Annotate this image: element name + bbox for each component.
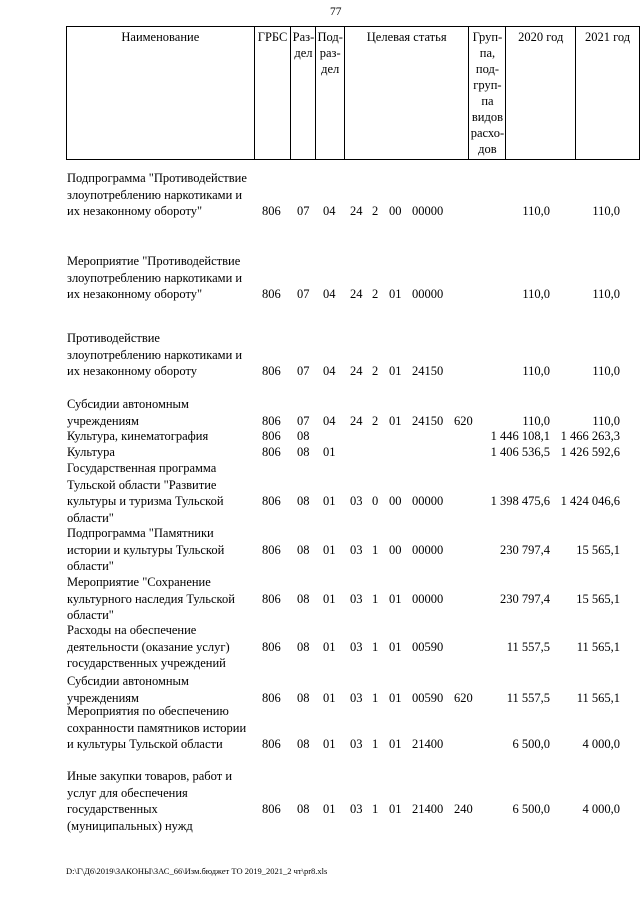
cell-y2020: 110,0 [522, 413, 550, 428]
cell-rz: 08 [297, 591, 310, 606]
cell-y2021: 110,0 [592, 287, 620, 301]
cell-t4: 00000 [412, 542, 444, 557]
cell-grbs: 806 [262, 204, 281, 218]
cell-t2: 1 [372, 690, 379, 705]
cell-rz: 08 [297, 445, 310, 459]
row-name: Подпрограмма "Памятники истории и культуры Тульской области" [67, 526, 225, 573]
cell-pr: 01 [323, 737, 336, 751]
cell-t1: 03 [350, 591, 363, 606]
cell-grbs: 806 [262, 494, 281, 508]
cell-grbs: 806 [262, 287, 281, 301]
cell-t2: 2 [372, 364, 379, 378]
cell-rz: 08 [297, 639, 310, 654]
cell-y2021: 1 426 592,6 [560, 445, 620, 459]
cell-t1: 24 [350, 204, 363, 218]
cell-rz: 08 [297, 542, 310, 557]
cell-rz: 07 [297, 364, 310, 378]
cell-y2021: 110,0 [592, 413, 620, 428]
cell-t4: 21400 [412, 737, 444, 751]
cell-y2020: 11 557,5 [506, 639, 550, 654]
cell-t2: 1 [372, 591, 379, 606]
table-header [66, 26, 640, 160]
header-target: Целевая статья [344, 27, 469, 160]
cell-grbs: 806 [262, 639, 281, 654]
cell-t1: 03 [350, 737, 363, 751]
cell-t4: 00000 [412, 287, 444, 301]
cell-t3: 00 [389, 204, 402, 218]
cell-pr: 01 [323, 542, 336, 557]
cell-rz: 08 [297, 494, 310, 508]
cell-y2021: 1 466 263,3 [560, 429, 620, 443]
cell-y2020: 230 797,4 [500, 542, 550, 557]
cell-pr: 01 [323, 445, 336, 459]
cell-t3: 01 [389, 802, 402, 816]
cell-grbs: 806 [262, 429, 281, 443]
cell-pr: 01 [323, 690, 336, 705]
cell-rz: 08 [297, 429, 310, 443]
cell-y2021: 15 565,1 [576, 542, 620, 557]
row-name: Культура, кинематография [67, 429, 209, 443]
cell-y2020: 110,0 [522, 364, 550, 378]
cell-y2020: 6 500,0 [512, 802, 550, 816]
cell-pr: 01 [323, 591, 336, 606]
cell-grbs: 806 [262, 413, 281, 428]
cell-t2: 2 [372, 413, 379, 428]
cell-grbs: 806 [262, 542, 281, 557]
cell-t4: 00000 [412, 591, 444, 606]
cell-t4: 00590 [412, 639, 444, 654]
cell-t4: 24150 [412, 364, 444, 378]
cell-y2020: 110,0 [522, 204, 550, 218]
cell-t2: 1 [372, 542, 379, 557]
cell-pr: 04 [323, 413, 336, 428]
cell-y2021: 110,0 [592, 364, 620, 378]
cell-y2020: 11 557,5 [506, 690, 550, 705]
cell-t3: 01 [389, 287, 402, 301]
page-number: 77 [330, 6, 342, 18]
cell-t2: 2 [372, 204, 379, 218]
cell-t1: 03 [350, 690, 363, 705]
cell-y2021: 11 565,1 [576, 639, 620, 654]
cell-y2021: 4 000,0 [582, 737, 620, 751]
cell-pr: 04 [323, 287, 336, 301]
cell-y2021: 15 565,1 [576, 591, 620, 606]
row-name: Мероприятия по обеспечению сохранности памятников истории и культуры Тульской области [67, 704, 247, 751]
cell-t4: 00000 [412, 204, 444, 218]
row-name: Мероприятие "Противодействие злоупотреблению наркотиками и их незаконному обороту" [67, 254, 243, 301]
header-name: Наименование [67, 27, 255, 160]
cell-y2021: 110,0 [592, 204, 620, 218]
cell-rz: 08 [297, 690, 310, 705]
header-razdel: Раз- дел [291, 27, 316, 160]
cell-t3: 01 [389, 413, 402, 428]
cell-t4: 21400 [412, 802, 444, 816]
row-name: Мероприятие "Сохранение культурного наследия Тульской области" [67, 575, 235, 622]
row-name: Субсидии автономным учреждениям [67, 674, 189, 705]
cell-t3: 01 [389, 639, 402, 654]
cell-pr: 01 [323, 494, 336, 508]
row-name: Противодействие злоупотреблению наркотиками и их незаконному обороту [67, 331, 243, 378]
cell-grbs: 806 [262, 737, 281, 751]
header-2020: 2020 год [506, 27, 576, 160]
cell-pr: 01 [323, 639, 336, 654]
cell-rz: 07 [297, 287, 310, 301]
cell-y2020: 230 797,4 [500, 591, 550, 606]
cell-t3: 01 [389, 690, 402, 705]
cell-t3: 01 [389, 591, 402, 606]
cell-t1: 03 [350, 802, 363, 816]
cell-pr: 04 [323, 204, 336, 218]
cell-t1: 24 [350, 364, 363, 378]
row-name: Субсидии автономным учреждениям [67, 397, 189, 428]
cell-t4: 00000 [412, 494, 444, 508]
cell-pr: 01 [323, 802, 336, 816]
cell-y2021: 11 565,1 [576, 690, 620, 705]
cell-y2020: 6 500,0 [512, 737, 550, 751]
header-2021: 2021 год [576, 27, 640, 160]
cell-rz: 08 [297, 737, 310, 751]
cell-t4: 24150 [412, 413, 444, 428]
header-group: Груп- па, под- груп- па видов расхо- дов [469, 27, 506, 160]
cell-y2020: 1 446 108,1 [490, 429, 550, 443]
cell-grbs: 806 [262, 364, 281, 378]
cell-t1: 03 [350, 494, 363, 508]
cell-y2020: 1 398 475,6 [490, 494, 550, 508]
cell-vid: 620 [454, 690, 473, 705]
cell-y2020: 110,0 [522, 287, 550, 301]
cell-y2021: 4 000,0 [582, 802, 620, 816]
cell-t3: 01 [389, 364, 402, 378]
file-path-footer: D:\Г\Д6\2019\ЗАКОНЫ\ЗАС_66\Изм.бюджет ТО 2019_2021_2 чт\pr8.xls [66, 866, 328, 876]
row-name: Государственная программа Тульской области "Развитие культуры и туризма Тульской области" [67, 461, 224, 525]
cell-t2: 1 [372, 802, 379, 816]
cell-rz: 07 [297, 204, 310, 218]
cell-rz: 07 [297, 413, 310, 428]
row-name: Иные закупки товаров, работ и услуг для обеспечения государственных (муниципальных) нужд [67, 769, 233, 833]
row-name: Подпрограмма "Противодействие злоупотреблению наркотиками и их незаконному обороту" [67, 171, 247, 218]
cell-t3: 00 [389, 542, 402, 557]
cell-t3: 00 [389, 494, 402, 508]
header-grbs: ГРБС [254, 27, 291, 160]
row-name: Культура [67, 445, 115, 459]
cell-vid: 620 [454, 413, 473, 428]
cell-vid: 240 [454, 802, 473, 816]
header-podrazdel: Под- раз- дел [316, 27, 344, 160]
cell-y2021: 1 424 046,6 [560, 494, 620, 508]
cell-y2020: 1 406 536,5 [490, 445, 550, 459]
cell-t1: 03 [350, 639, 363, 654]
cell-t1: 24 [350, 413, 363, 428]
cell-pr: 04 [323, 364, 336, 378]
cell-t1: 24 [350, 287, 363, 301]
cell-t4: 00590 [412, 690, 444, 705]
cell-rz: 08 [297, 802, 310, 816]
cell-grbs: 806 [262, 802, 281, 816]
cell-grbs: 806 [262, 690, 281, 705]
cell-grbs: 806 [262, 445, 281, 459]
cell-grbs: 806 [262, 591, 281, 606]
row-name: Расходы на обеспечение деятельности (оказание услуг) государственных учреждений [67, 623, 230, 670]
cell-t2: 2 [372, 287, 379, 301]
cell-t3: 01 [389, 737, 402, 751]
cell-t2: 0 [372, 494, 379, 508]
cell-t2: 1 [372, 737, 379, 751]
cell-t2: 1 [372, 639, 379, 654]
cell-t1: 03 [350, 542, 363, 557]
